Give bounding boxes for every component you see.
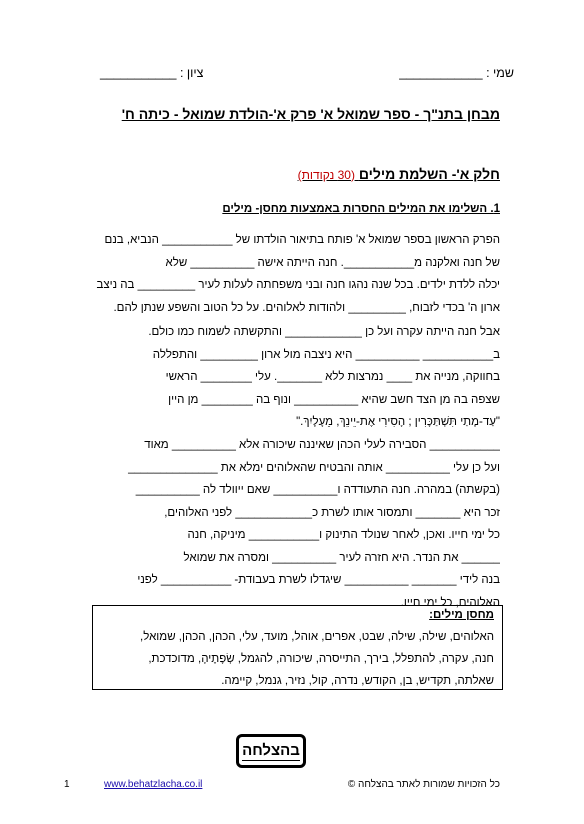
student-name-field[interactable]: שמי : ____________ [399, 66, 514, 80]
paragraph-line: האלוהים, כל ימי חייו. [400, 596, 500, 609]
paragraph-line[interactable]: ___________ הסבירה לעלי הכהן שאיננה שיכורה אלא __________ מאוד [144, 439, 500, 451]
paragraph-2 [80, 321, 500, 434]
paragraph-line[interactable]: של חנה ואלקנה מ___________. חנה הייתה אישה __________ שלא [165, 256, 500, 269]
exam-title: מבחן בתנ"ך - ספר שמואל א' פרק א'-הולדת שמואל - כיתה ח' [121, 106, 500, 122]
word-bank-title: מחסן מילים: [429, 609, 494, 621]
logo-text: בהצלחה [242, 741, 300, 759]
page-number: 1 [64, 779, 70, 790]
word-bank-list [94, 626, 494, 692]
word-bank-line: האלוהים, שילה, שילה, שבט, אפרים, אוהל, מועד, עלי, הכהן, הכהן, שמואל, [140, 631, 494, 643]
paragraph-line[interactable]: בחווקה, מנייה את ____ נמרצות ללא _______. עלי ________ הראשי [165, 371, 500, 383]
paragraph-line[interactable]: ______ את הנדר. היא חזרה לעיר __________ ומסרה את שמואל [183, 551, 500, 564]
paragraph-line[interactable]: הפרק הראשון בספר שמואל א' פותח בתיאור הולדתו של ___________ הנביא, בנם [104, 234, 500, 246]
task-instruction: 1. השלימו את המילים החסרות באמצעות מחסן- מילים [222, 203, 500, 215]
paragraph-line[interactable]: ארון ה' בכדי לזבוח, _________ ולהודות לאלוהים. על כל הטוב והשפע שנתן להם. [113, 301, 500, 314]
word-bank-line: שאלתה, תקדיש, בן, הקודש, נדרה, קול, נזיר, גנמל, קיימה. [221, 675, 494, 687]
paragraph-line[interactable]: שצפה בה מן הצד חשב שהיא __________ ונוף בה ________ מן היין [168, 393, 500, 406]
paragraph-line[interactable]: אבל חנה הייתה עקרה ועל כן ____________ והתקשתה לשמוח כמו כולם. [148, 326, 500, 338]
paragraph-quote: "עַד-מָתַי תִּשְׁתַּכָּרִין ; הָסִירִי אֶת-יֵינֵךְ, מֵעָלָיִךְ." [296, 416, 500, 428]
paragraph-line[interactable]: כל ימי חייו. ואכן, לאחר שנולד התינוק ו___________ מיניקה, חנה [187, 529, 500, 541]
paragraph-line[interactable]: יכלה ללדת ילדים. בכל שנה נהגו חנה ובני משפחתה לעלות לעיר _________ בה ניצב [96, 279, 500, 291]
paragraph-line[interactable]: זכר היא _______ ותמסור אותו לשרת כ____________ לפני האלוהים, [164, 506, 500, 519]
copyright-text: כל הזכויות שמורות לאתר בהצלחה © [347, 779, 500, 790]
part-points: (30 נקודות) [297, 168, 355, 182]
word-bank-line: חנה, עקרה, להתפלל, בירך, התייסרה, שיכורה, להגמל, שְׂפָתֶיהָ, מדוכדכת, [148, 653, 494, 665]
paragraph-line[interactable]: ועל כן עלי __________ אותה והבטיח שהאלוהים ימלא את ______________ [128, 461, 500, 474]
part-heading [298, 166, 500, 182]
paragraph-3 [80, 434, 500, 614]
grade-field: ציון : ___________ [100, 66, 204, 80]
behatzlacha-logo [236, 734, 306, 768]
paragraph-line[interactable]: ב___________ __________ היא ניצבה מול ארון _________ והתפללה [152, 348, 500, 361]
paragraph-line[interactable]: (בקשתה) במהרה. חנה התעודדה ו__________ שאם ייוולד לה __________ [135, 484, 500, 496]
site-link[interactable]: www.behatzlacha.co.il [104, 779, 203, 790]
part-title: חלק א'- השלמת מילים [358, 166, 500, 182]
paragraph-line[interactable]: בנה לידי _______ __________ שיגדלו לשרת בעבודת- ___________ לפני [137, 574, 500, 586]
paragraph-1 [80, 229, 500, 319]
